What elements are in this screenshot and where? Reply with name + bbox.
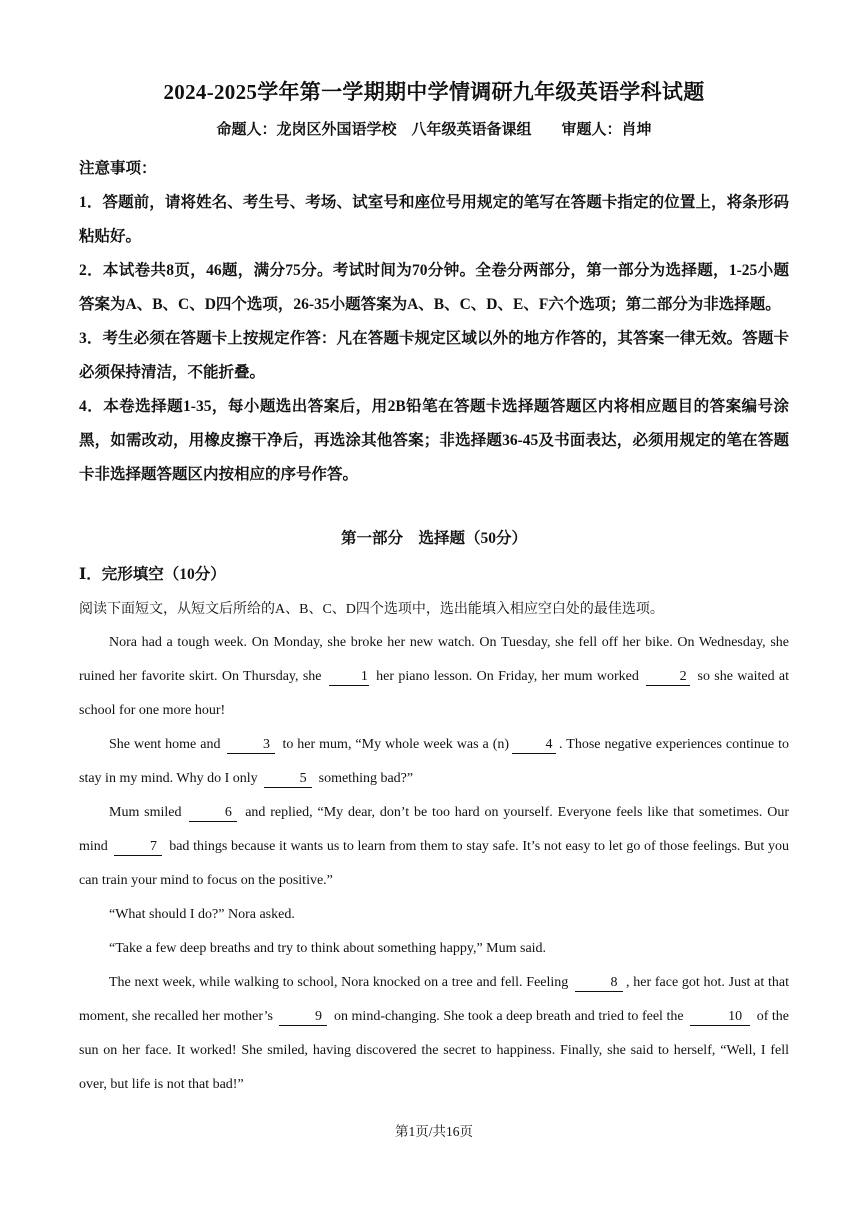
exam-title: 2024-2025学年第一学期期中学情调研九年级英语学科试题 — [163, 80, 705, 104]
passage-text: bad things because it wants us to learn from them to stay safe. It’s not easy to let go of those feelings. But you can train your mind to focus on the positive.” — [79, 839, 790, 888]
blank-10: 10 — [690, 1009, 750, 1026]
cloze-instruction: 阅读下面短文，从短文后所给的A、B、C、D四个选项中，选出能填入相应空白处的最佳选项。 — [79, 602, 664, 617]
blank-6: 6 — [189, 805, 237, 822]
blank-2: 2 — [646, 669, 690, 686]
passage-paragraph-3 — [79, 796, 789, 898]
note-item-4: 4．本卷选择题1-35，每小题选出答案后，用2B铅笔在答题卡选择题答题区内将相应题目的答案编号涂黑，如需改动，用橡皮擦干净后，再选涂其他答案；非选择题36-45及书面表达，必须用规定的笔在答题卡非选择题答题区内按相应的序号作答。 — [79, 398, 789, 483]
notes-heading: 注意事项： — [79, 160, 157, 177]
passage-text: , her face got hot. Just at that moment, she recalled her mother’s — [79, 975, 790, 1024]
passage-text: to her mum, “My whole week was a (n) — [282, 737, 510, 752]
passage-text: and replied, “My dear, don’t be too hard on yourself. Everyone feels like that sometimes. Our mind — [79, 805, 789, 854]
passage-text: . Those negative experiences continue to stay in my mind. Why do I only — [79, 737, 789, 786]
passage-text: The next week, while walking to school, Nora knocked on a tree and fell. Feeling — [109, 975, 569, 990]
blank-4: 4 — [512, 737, 556, 754]
blank-5: 5 — [264, 771, 312, 788]
note-item-3: 3．考生必须在答题卡上按规定作答：凡在答题卡规定区域以外的地方作答的，其答案一律无效。答题卡必须保持清洁，不能折叠。 — [79, 330, 789, 381]
passage-text: something bad?” — [318, 771, 414, 786]
passage-text: her piano lesson. On Friday, her mum worked — [376, 669, 639, 684]
passage-paragraph-1 — [79, 626, 789, 728]
passage-paragraph-6 — [79, 966, 789, 1102]
section-title-cloze: Ⅰ．完形填空（10分） — [79, 566, 226, 583]
passage-text: so she waited at school for one more hour! — [79, 669, 790, 718]
passage-text: on mind-changing. She took a deep breath and tried to feel the — [334, 1009, 684, 1024]
passage-text: She went home and — [109, 737, 221, 752]
page-footer: 第1页/共16页 — [394, 1124, 473, 1139]
note-item-2: 2．本试卷共8页，46题，满分75分。考试时间为70分钟。全卷分两部分，第一部分为选择题，1-25小题答案为A、B、C、D四个选项，26-35小题答案为A、B、C、D、E、F六个选项；第二部分为非选择题。 — [79, 262, 789, 313]
passage-text: of the sun on her face. It worked! She smiled, having discovered the secret to happiness. Finally, she said to herself, “Well, I fell over, but life is not that bad!” — [79, 1009, 789, 1092]
blank-9: 9 — [279, 1009, 327, 1026]
note-item-1: 1．答题前，请将姓名、考生号、考场、试室号和座位号用规定的笔写在答题卡指定的位置上，将条形码粘贴好。 — [79, 194, 789, 245]
part-one-title: 第一部分 选择题（50分） — [340, 530, 527, 547]
passage-paragraph-4: “What should I do?” Nora asked. — [109, 907, 295, 922]
passage-text: Mum smiled — [109, 805, 182, 820]
exam-authors: 命题人：龙岗区外国语学校 八年级英语备课组 审题人：肖坤 — [216, 122, 652, 138]
blank-7: 7 — [114, 839, 162, 856]
passage-paragraph-2 — [79, 728, 789, 796]
passage-text: Nora had a tough week. On Monday, she broke her new watch. On Tuesday, she fell off her bike. On Wednesday, she ruined her favorite skirt. On Thursday, she — [79, 635, 789, 684]
blank-8: 8 — [575, 975, 623, 992]
blank-3: 3 — [227, 737, 275, 754]
cloze-passage — [79, 626, 789, 1102]
notes-section — [79, 152, 789, 492]
passage-paragraph-5: “Take a few deep breaths and try to think about something happy,” Mum said. — [109, 941, 547, 956]
blank-1: 1 — [329, 669, 369, 686]
